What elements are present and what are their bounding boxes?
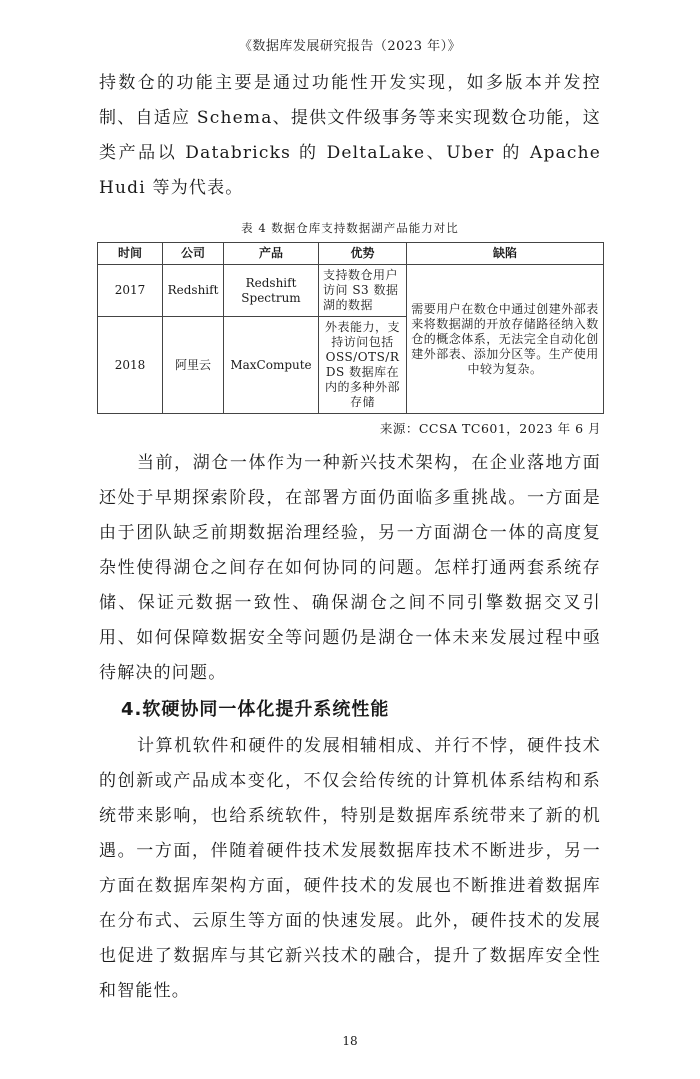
section-heading: 4.软硬协同一体化提升系统性能 — [121, 699, 390, 720]
header-company: 公司 — [163, 243, 224, 265]
cell-defect: 需要用户在数仓中通过创建外部表来将数据湖的开放存储路径纳入数仓的概念体系，无法完全自动化创建外部表、添加分区等。生产使用中较为复杂。 — [407, 265, 604, 414]
header-time: 时间 — [98, 243, 163, 265]
document-page — [99, 0, 601, 1079]
table-source: 来源：CCSA TC601，2023 年 6 月 — [379, 421, 601, 436]
cell-product: Redshift Spectrum — [224, 265, 319, 317]
running-head: 《数据库发展研究报告（2023 年）》 — [238, 39, 462, 54]
cell-year: 2018 — [98, 317, 163, 414]
header-advantage: 优势 — [319, 243, 407, 265]
cell-year: 2017 — [98, 265, 163, 317]
paragraph-current-status: 当前，湖仓一体作为一种新兴技术架构，在企业落地方面还处于早期探索阶段，在部署方面仍面临多重挑战。一方面是由于团队缺乏前期数据治理经验，另一方面湖仓一体的高度复杂性使得湖仓之间存在如何协同的问题。怎样打通两套系统存储、保证元数据一致性、确保湖仓之间不同引擎数据交叉引用、如何保障数据安全等问题仍是湖仓一体未来发展过程中亟待解决的问题。 — [99, 453, 601, 683]
cell-company: Redshift — [163, 265, 224, 317]
page-number: 18 — [342, 1034, 358, 1048]
paragraph-continuation: 持数仓的功能主要是通过功能性开发实现，如多版本并发控制、自适应 Schema、提供文件级事务等来实现数仓功能，这类产品以 Databricks 的 DeltaLake、Uber 的 Apache Hudi 等为代表。 — [99, 73, 601, 198]
header-product: 产品 — [224, 243, 319, 265]
cell-product: MaxCompute — [224, 317, 319, 414]
cell-company: 阿里云 — [163, 317, 224, 414]
cell-advantage: 外表能力，支持访问包括 OSS/OTS/RDS 数据库在内的多种外部存储 — [319, 317, 407, 414]
table-row — [98, 265, 604, 317]
header-defect: 缺陷 — [407, 243, 604, 265]
paragraph-hw-sw: 计算机软件和硬件的发展相辅相成、并行不悖，硬件技术的创新或产品成本变化，不仅会给传统的计算机体系结构和系统带来影响，也给系统软件，特别是数据库系统带来了新的机遇。一方面，伴随着硬件技术发展数据库技术不断进步，另一方面在数据库架构方面，硬件技术的发展也不断推进着数据库在分布式、云原生等方面的快速发展。此外，硬件技术的发展也促进了数据库与其它新兴技术的融合，提升了数据库安全性和智能性。 — [99, 736, 601, 1001]
table-header-row — [98, 243, 604, 265]
table-caption: 表 4 数据仓库支持数据湖产品能力对比 — [241, 221, 459, 235]
cell-advantage: 支持数仓用户访问 S3 数据湖的数据 — [319, 265, 407, 317]
comparison-table — [97, 242, 604, 414]
